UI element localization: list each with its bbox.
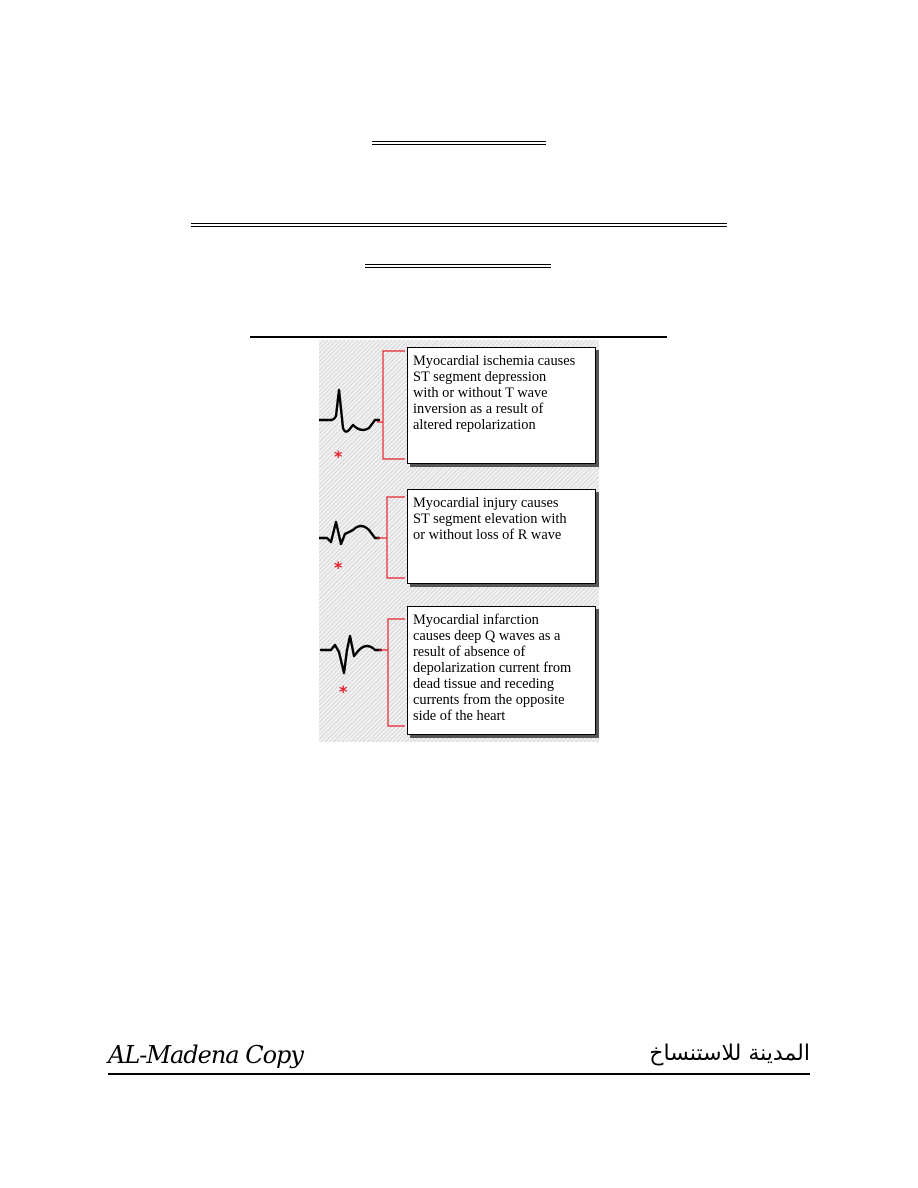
- red-asterisk-ischemia: *: [334, 447, 343, 466]
- header-rule-1: [372, 141, 546, 145]
- caption-box-injury: Myocardial injury causes ST segment elevation with or without loss of R wave: [407, 489, 596, 584]
- bracket-infarction: [379, 619, 405, 726]
- footer-rule: [108, 1073, 810, 1075]
- ecg-trace-injury: [319, 522, 379, 544]
- header-rule-2: [191, 223, 727, 227]
- header-rule-4: [250, 336, 667, 338]
- ecg-trace-ischemia: [319, 390, 379, 432]
- ecg-figure: [319, 340, 599, 742]
- ecg-trace-infarction: [321, 636, 381, 673]
- red-asterisk-infarction: *: [339, 682, 348, 701]
- red-asterisk-injury: *: [334, 558, 343, 577]
- bracket-ischemia: [377, 351, 405, 459]
- footer-brand-arabic: المدينة للاستنساخ: [649, 1041, 810, 1066]
- caption-box-ischemia: Myocardial ischemia causes ST segment depression with or without T wave inversion as a result of altered repolarization: [407, 347, 596, 464]
- bracket-injury: [377, 497, 405, 578]
- footer-brand-latin: AL-Madena Copy: [108, 1041, 303, 1069]
- header-rule-3: [365, 264, 551, 268]
- caption-box-infarction: Myocardial infarction causes deep Q waves as a result of absence of depolarization current from dead tissue and receding currents from the opposite side of the heart: [407, 606, 596, 735]
